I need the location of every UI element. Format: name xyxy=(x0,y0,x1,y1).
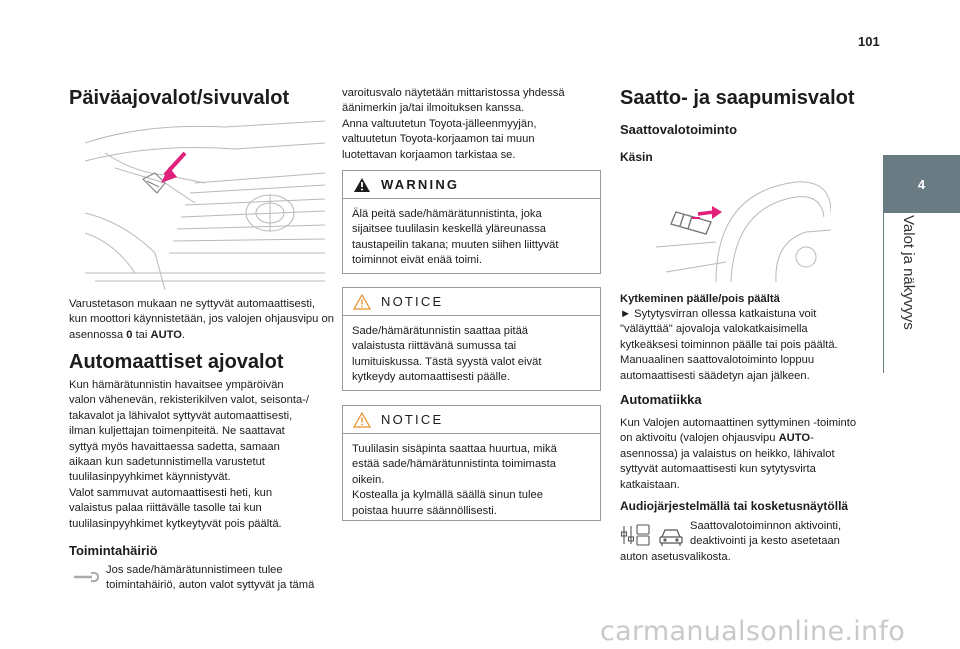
touchscreen-subtitle: Audiojärjestelmällä tai kosketusnäytöllä xyxy=(620,499,849,513)
touchscreen-text: Saattovalotoiminnon aktivointi, deaktivointi ja kesto asetetaan xyxy=(690,520,842,548)
warning-title: WARNING xyxy=(381,177,460,192)
car-front-drawing xyxy=(85,113,325,290)
chapter-divider xyxy=(883,213,884,373)
automatic-text: Kun Valojen automaattinen syttyminen -toiminto on aktivoitu (valojen ohjausvipu AUTO- asennossa) ja valaistus on heikko, lähivalot syttyvät automaattisesti kun sytytysvirta katkaistaan. xyxy=(620,417,857,491)
automatic-subtitle: Automatiikka xyxy=(620,392,702,407)
settings-sliders-icon xyxy=(620,523,652,552)
manual-text: ► Sytytysvirran ollessa katkaistuna voit "väläyttää" ajovaloja valokatkaisimella kytkeäksesi toiminnon päälle tai pois päältä. Manuaalinen saattovalotoiminto loppuu automaattisesti säädetyn ajan jälkeen. xyxy=(620,308,838,382)
notice-triangle-icon xyxy=(353,412,371,428)
page-number: 101 xyxy=(858,34,880,49)
follow-me-subtitle: Saattovalotoiminto xyxy=(620,122,738,137)
notice-box-2 xyxy=(342,405,601,521)
notice-title-1: NOTICE xyxy=(381,294,444,309)
warning-box xyxy=(342,170,601,274)
headlight-illustration xyxy=(85,113,325,290)
warning-header xyxy=(343,171,600,199)
notice-triangle-icon xyxy=(353,294,371,310)
chapter-label: Valot ja näkyvyys xyxy=(900,215,917,330)
daylights-description: Varustetason mukaan ne syttyvät automaattisesti, kun moottori käynnistetään, jos valojen ohjausvipu on asennossa 0 tai AUTO. xyxy=(69,298,334,341)
warning-triangle-icon xyxy=(353,177,371,193)
section-title-follow-me: Saatto- ja saapumisvalot xyxy=(620,87,855,109)
touchscreen-text-end: auton asetusvalikosta. xyxy=(620,551,731,563)
section-title-daylights: Päiväajovalot/sivuvalot xyxy=(69,87,290,109)
stalk-illustration xyxy=(656,172,831,282)
notice-text-2: Tuulilasin sisäpinta saattaa huurtua, mikä estää sade/hämärätunnistinta toimimasta oikein. Kostealla ja kylmällä säällä sinun tulee poistaa huurre säännöllisesti. xyxy=(352,443,557,517)
warning-text: Älä peitä sade/hämärätunnistinta, joka sijaitsee tuulilasin keskellä yläreunassa taustapeilin takana; muuten siihen liittyvät toiminnot eivät enää toimi. xyxy=(352,208,559,267)
notice-header-1 xyxy=(343,288,600,316)
notice-box-1 xyxy=(342,287,601,391)
auto-lights-text: Kun hämärätunnistin havaitsee ympäröivän valon vähenevän, rekisterikilven valot, seisonta-/ takavalot ja lähivalot syttyvät automaattisesti, ilman kuljettajan toimenpiteitä. Ne saattavat syttyä myös havaittaessa sadetta, samaan aikaan kun sadetunnistimella varustetut tuulilasinpyyhkimet käynnistyvät. Valot sammuvat automaattisesti heti, kun valaistus palaa riittävälle tasolle tai kun tuulilasinpyyhkimet kytkeytyvät pois päältä. xyxy=(69,379,310,530)
wrench-icon xyxy=(72,570,100,589)
notice-title-2: NOTICE xyxy=(381,412,444,427)
car-icon xyxy=(658,525,684,552)
watermark: carmanualsonline.info xyxy=(600,616,906,647)
light-stalk-drawing xyxy=(656,172,831,282)
notice-text-1: Sade/hämärätunnistin saattaa pitää valaistusta riittävänä sumussa tai lumituiskussa. Tästä syystä valot eivät kytkeydy automaattisesti päälle. xyxy=(352,325,542,384)
chapter-tab[interactable] xyxy=(883,155,960,213)
fault-title: Toimintahäiriö xyxy=(69,543,158,558)
chapter-number: 4 xyxy=(917,176,926,192)
manual-subtitle: Käsin xyxy=(620,150,653,164)
fault-continuation: varoitusvalo näytetään mittaristossa yhdessä äänimerkin ja/tai ilmoituksen kanssa. Anna valtuutetun Toyota-jälleenmyyjän, valtuutetun Toyota-korjaamon tai muun luotettavan korjaamon tarkistaa se. xyxy=(342,87,565,161)
fault-text: Jos sade/hämärätunnistimeen tulee toimintahäiriö, auton valot syttyvät ja tämä xyxy=(106,564,315,592)
section-title-auto-lights: Automaattiset ajovalot xyxy=(69,351,284,373)
notice-header-2 xyxy=(343,406,600,434)
manual-toggle-heading: Kytkeminen päälle/pois päältä xyxy=(620,293,780,305)
